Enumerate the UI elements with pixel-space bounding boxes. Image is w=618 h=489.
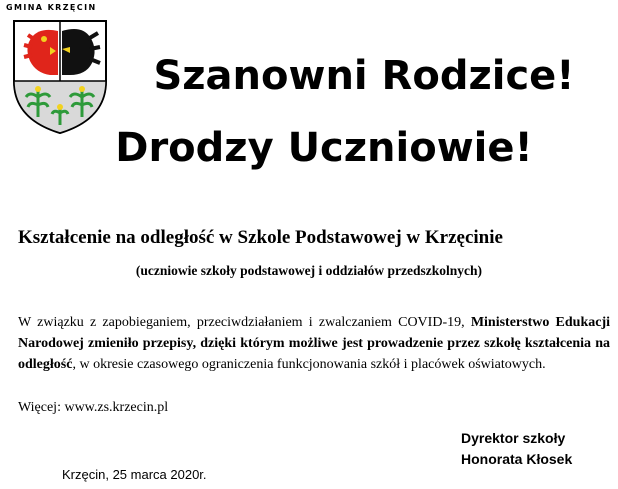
section-subnote: (uczniowie szkoły podstawowej i oddziałów przedszkolnych) [135, 263, 483, 278]
crest-label: GMINA KRZĘCIN [6, 3, 97, 12]
place-and-date: Krzęcin, 25 marca 2020r. [62, 467, 207, 482]
page-title: Szanowni Rodzice! [153, 53, 575, 99]
page-title-second-line: Drodzy Uczniowie! [115, 125, 533, 171]
coat-of-arms-icon [10, 17, 110, 137]
website-link[interactable]: Więcej: www.zs.krzecin.pl [18, 400, 169, 415]
paragraph-bold-text: Ministerstwo Edukacji Narodowej zmieniło przepisy, dzięki którym możliwe jest prowadzenie przez szkołę kształcenia na odległość [18, 315, 611, 372]
signature-name: Honorata Kłosek [461, 451, 573, 467]
signature-role: Dyrektor szkoły [461, 430, 566, 446]
notice-paragraph [18, 312, 610, 375]
section-heading: Kształcenie na odległość w Szkole Podstawowej w Krzęcinie [18, 227, 503, 248]
paragraph-text-end: , w okresie czasowego ograniczenia funkcjonowania szkół i placówek oświatowych. [72, 357, 546, 372]
paragraph-text-start: W związku z zapobieganiem, przeciwdziałaniem i zwalczaniem COVID-19, [18, 315, 471, 330]
signature-block [461, 428, 572, 470]
